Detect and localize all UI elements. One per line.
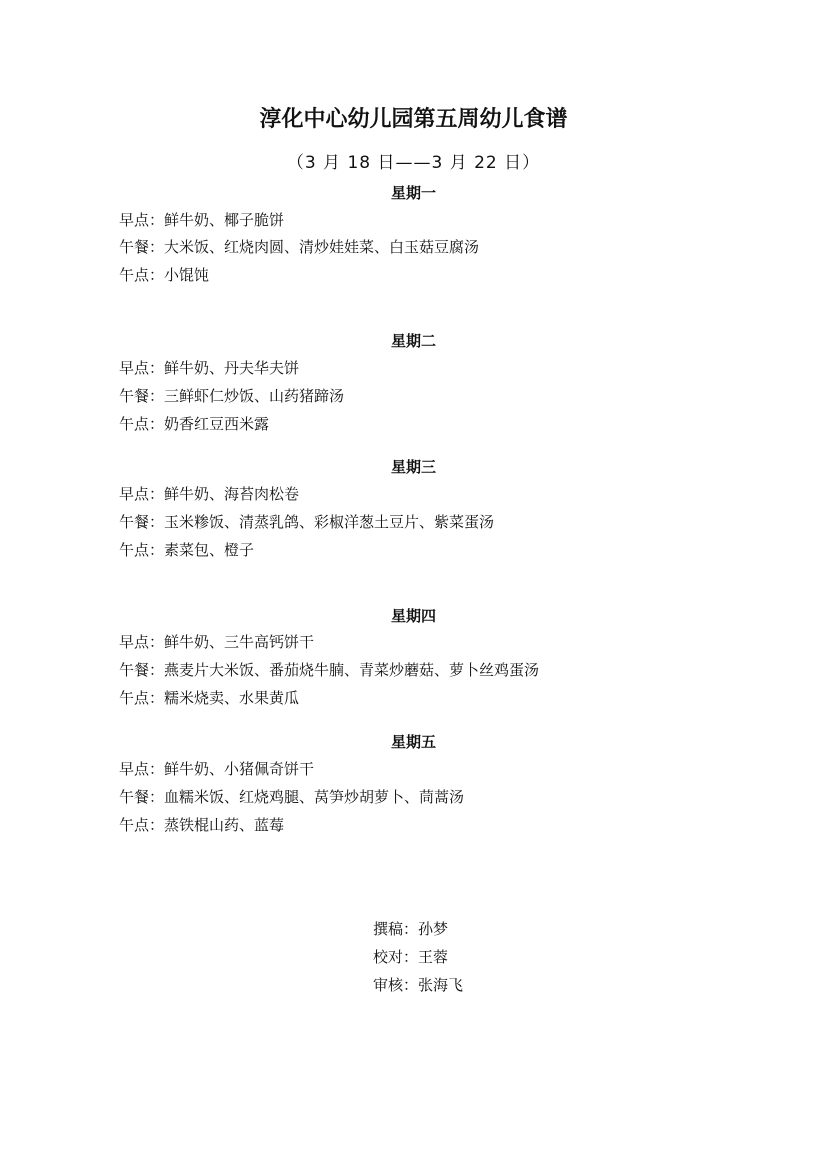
friday-breakfast: 早点：鲜牛奶、小猪佩奇饼干: [119, 760, 315, 778]
friday-lunch: 午餐：血糯米饭、红烧鸡腿、莴笋炒胡萝卜、茼蒿汤: [119, 788, 465, 806]
wednesday-lunch: 午餐：玉米糁饭、清蒸乳鸽、彩椒洋葱土豆片、紫菜蛋汤: [119, 513, 495, 531]
monday-lunch: 午餐：大米饭、红烧肉圆、清炒娃娃菜、白玉菇豆腐汤: [119, 238, 480, 256]
credit-reviewer: 审核：张海飞: [373, 976, 464, 994]
friday-snack: 午点：蒸铁棍山药、蓝莓: [119, 816, 285, 834]
credit-proofreader: 校对：王蓉: [373, 948, 449, 966]
thursday-lunch: 午餐：燕麦片大米饭、番茄烧牛腩、青菜炒蘑菇、萝卜丝鸡蛋汤: [119, 661, 540, 679]
day-heading-thursday: 星期四: [390, 607, 436, 625]
page-title: 淳化中心幼儿园第五周幼儿食谱: [259, 106, 568, 132]
credit-writer: 撰稿：孙梦: [373, 920, 449, 938]
tuesday-lunch: 午餐：三鲜虾仁炒饭、山药猪蹄汤: [119, 387, 345, 405]
thursday-snack: 午点：糯米烧卖、水果黄瓜: [119, 689, 300, 707]
day-heading-tuesday: 星期二: [390, 332, 436, 350]
monday-breakfast: 早点：鲜牛奶、椰子脆饼: [119, 211, 285, 229]
tuesday-breakfast: 早点：鲜牛奶、丹夫华夫饼: [119, 359, 300, 377]
thursday-breakfast: 早点：鲜牛奶、三牛高钙饼干: [119, 633, 315, 651]
day-heading-friday: 星期五: [390, 733, 436, 751]
day-heading-monday: 星期一: [390, 184, 436, 202]
monday-snack: 午点：小馄饨: [119, 266, 210, 284]
day-heading-wednesday: 星期三: [390, 458, 436, 476]
wednesday-breakfast: 早点：鲜牛奶、海苔肉松卷: [119, 485, 300, 503]
tuesday-snack: 午点：奶香红豆西米露: [119, 415, 270, 433]
wednesday-snack: 午点：素菜包、橙子: [119, 541, 255, 559]
date-range: （3 月 18 日——3 月 22 日）: [286, 153, 541, 173]
